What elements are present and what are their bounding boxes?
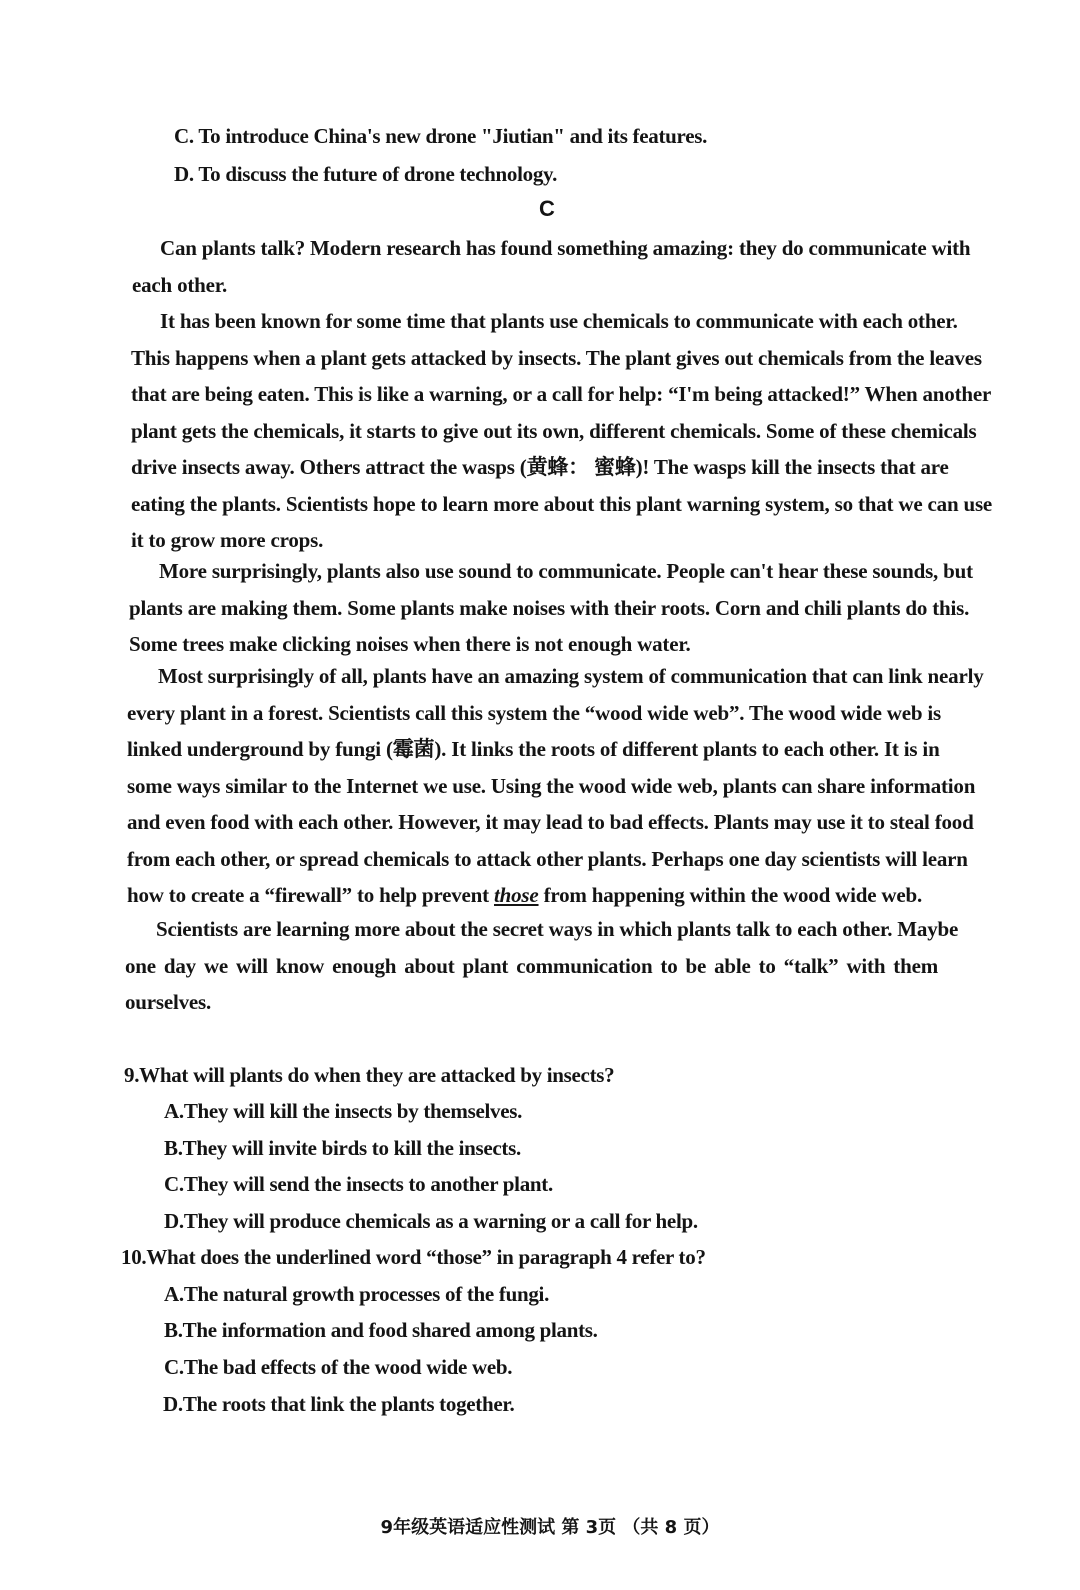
paragraph-line: each other. [132,272,228,297]
underlined-word: those [494,883,539,907]
line-text: how to create a “firewall” to help prevent [127,883,495,907]
paragraph-3 [129,553,973,663]
page-footer: 9年级英语适应性测试 第 3页 （共 8 页） [380,1517,720,1538]
paragraph-line: More surprisingly, plants also use sound to communicate. People can't hear these sounds, but [159,559,973,583]
paragraph-line: It has been known for some time that plants use chemicals to communicate with each other. [160,309,958,333]
paragraph-line: Some trees make clicking noises when there is not enough water. [129,632,691,656]
paragraph-line: eating the plants. Scientists hope to learn more about this plant warning system, so that we can use [131,491,993,516]
question-9-option-b: B.They will invite birds to kill the insects. [164,1136,521,1160]
passage-letter: C [539,196,555,221]
option-c-prev: C. To introduce China's new drone "Jiutian" and its features. [174,124,708,148]
paragraph-line: that are being eaten. This is like a warning, or a call for help: “I'm being attacked!” When another [131,382,992,406]
paragraph-line: every plant in a forest. Scientists call this system the “wood wide web”. The wood wide web is [127,700,942,725]
question-10-option-b: B.The information and food shared among plants. [164,1318,598,1342]
option-d-prev: D. To discuss the future of drone technology. [174,162,558,186]
paragraph-line: Scientists are learning more about the secret ways in which plants talk to each other. Maybe [156,917,959,941]
question-9-option-c: C.They will send the insects to another plant. [164,1172,553,1196]
paragraph-4 [127,658,984,914]
paragraph-line: and even food with each other. However, it may lead to bad effects. Plants may use it to steal food [127,810,974,834]
paragraph-line: This happens when a plant gets attacked by insects. The plant gives out chemicals from the leaves [131,345,982,370]
paragraph-2 [131,303,993,559]
paragraph-line: from each other, or spread chemicals to attack other plants. Perhaps one day scientists will learn [127,846,968,871]
paragraph-line: one day we will know enough about plant communication to be able to “talk” with them [125,953,938,978]
question-9-stem: 9.What will plants do when they are attacked by insects? [124,1063,615,1087]
paragraph-line: Can plants talk? Modern research has found something amazing: they do communicate with [160,236,971,260]
paragraph-line: some ways similar to the Internet we use. Using the wood wide web, plants can share information [127,773,976,798]
paragraph-line: plant gets the chemicals, it starts to give out its own, different chemicals. Some of these chemicals [131,418,977,443]
paragraph-line: it to grow more crops. [131,528,324,552]
paragraph-line: drive insects away. Others attract the wasps (黄蜂： 蜜蜂)! The wasps kill the insects that are [131,455,949,479]
paragraph-5 [125,911,959,1021]
question-9-option-a: A.They will kill the insects by themselves. [164,1099,523,1123]
paragraph-line: ourselves. [125,990,212,1014]
question-9-option-d: D.They will produce chemicals as a warning or a call for help. [164,1209,698,1233]
question-10-option-c: C.The bad effects of the wood wide web. [164,1355,513,1379]
paragraph-line: linked underground by fungi (霉菌). It links the roots of different plants to each other. It is in [127,737,940,761]
question-10-stem: 10.What does the underlined word “those” in paragraph 4 refer to? [121,1245,706,1269]
question-10-option-d: D.The roots that link the plants together. [163,1392,515,1416]
line-text: from happening within the wood wide web. [538,883,922,907]
paragraph-line: Most surprisingly of all, plants have an amazing system of communication that can link nearly [158,664,984,688]
paragraph-line: plants are making them. Some plants make noises with their roots. Corn and chili plants do this. [129,595,970,620]
question-10-option-a: A.The natural growth processes of the fungi. [164,1282,550,1306]
paragraph-1 [132,230,971,303]
paragraph-line [127,877,937,914]
